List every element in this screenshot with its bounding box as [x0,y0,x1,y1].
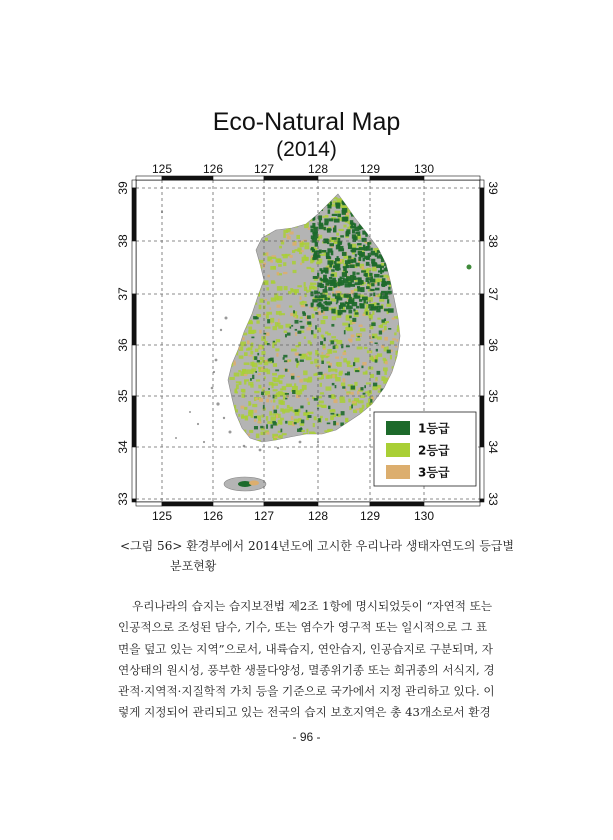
lon-tick-bottom: 126 [202,509,224,523]
lon-tick-bottom: 128 [307,509,329,523]
map-legend [374,412,476,486]
lat-tick-left: 33 [116,492,130,506]
lat-tick-right: 33 [486,492,500,506]
lon-tick-top: 127 [253,162,275,176]
page-number: - 96 - [292,730,321,744]
lon-tick-top: 128 [307,162,329,176]
legend-swatch [386,443,410,457]
lat-tick-left: 37 [116,287,130,301]
lat-tick-right: 36 [486,338,500,352]
lat-tick-left: 34 [116,440,130,454]
body-paragraph [118,596,504,724]
lat-tick-right: 35 [486,389,500,403]
lon-tick-bottom: 125 [151,509,173,523]
map-title: Eco-Natural Map [212,108,401,136]
lat-tick-left: 35 [116,389,130,403]
body-line: 면을 덮고 있는 지역”으로서, 내륙습지, 연안습지, 인공습지로 구분되며, 자 [118,641,493,656]
map-subtitle: (2014) [276,138,337,161]
legend-label: 2등급 [418,443,450,458]
lat-tick-left: 38 [116,234,130,248]
lat-tick-right: 39 [486,181,500,195]
lon-tick-bottom: 127 [253,509,275,523]
lat-tick-right: 38 [486,234,500,248]
lat-tick-right: 37 [486,287,500,301]
lat-tick-left: 36 [116,338,130,352]
lat-tick-left: 39 [116,181,130,195]
lon-tick-bottom: 130 [413,509,435,523]
body-line: 관적·지역적·지질학적 가치 등을 기준으로 국가에서 지정 관리하고 있다. 이 [118,684,495,699]
lon-tick-bottom: 129 [359,509,381,523]
lat-tick-right: 34 [486,440,500,454]
ulleung-island [467,265,472,270]
legend-label: 1등급 [418,421,450,436]
lon-tick-top: 129 [359,162,381,176]
caption-line-1: <그림 56> 환경부에서 2014년도에 고시한 우리나라 생태자연도의 등급별 [120,539,515,553]
body-line: 렇게 지정되어 관리되고 있는 전국의 습지 보호지역은 총 43개소로서 환경 [118,705,491,720]
legend-label: 3등급 [418,465,450,480]
figure-caption [120,536,520,576]
body-line: 연상태의 원시성, 풍부한 생물다양성, 멸종위기종 또는 희귀종의 서식지, 경 [118,662,495,677]
legend-swatch [386,465,410,479]
lon-tick-top: 126 [202,162,224,176]
lon-tick-top: 130 [413,162,435,176]
caption-line-2: 분포현황 [170,559,217,573]
body-line: 우리나라의 습지는 습지보전법 제2조 1항에 명시되었듯이 “자연적 또는 [132,599,493,613]
lon-tick-top: 125 [151,162,173,176]
legend-swatch [386,421,410,435]
body-line: 인공적으로 조성된 담수, 기수, 또는 염수가 영구적 또는 일시적으로 그 표 [118,620,488,635]
